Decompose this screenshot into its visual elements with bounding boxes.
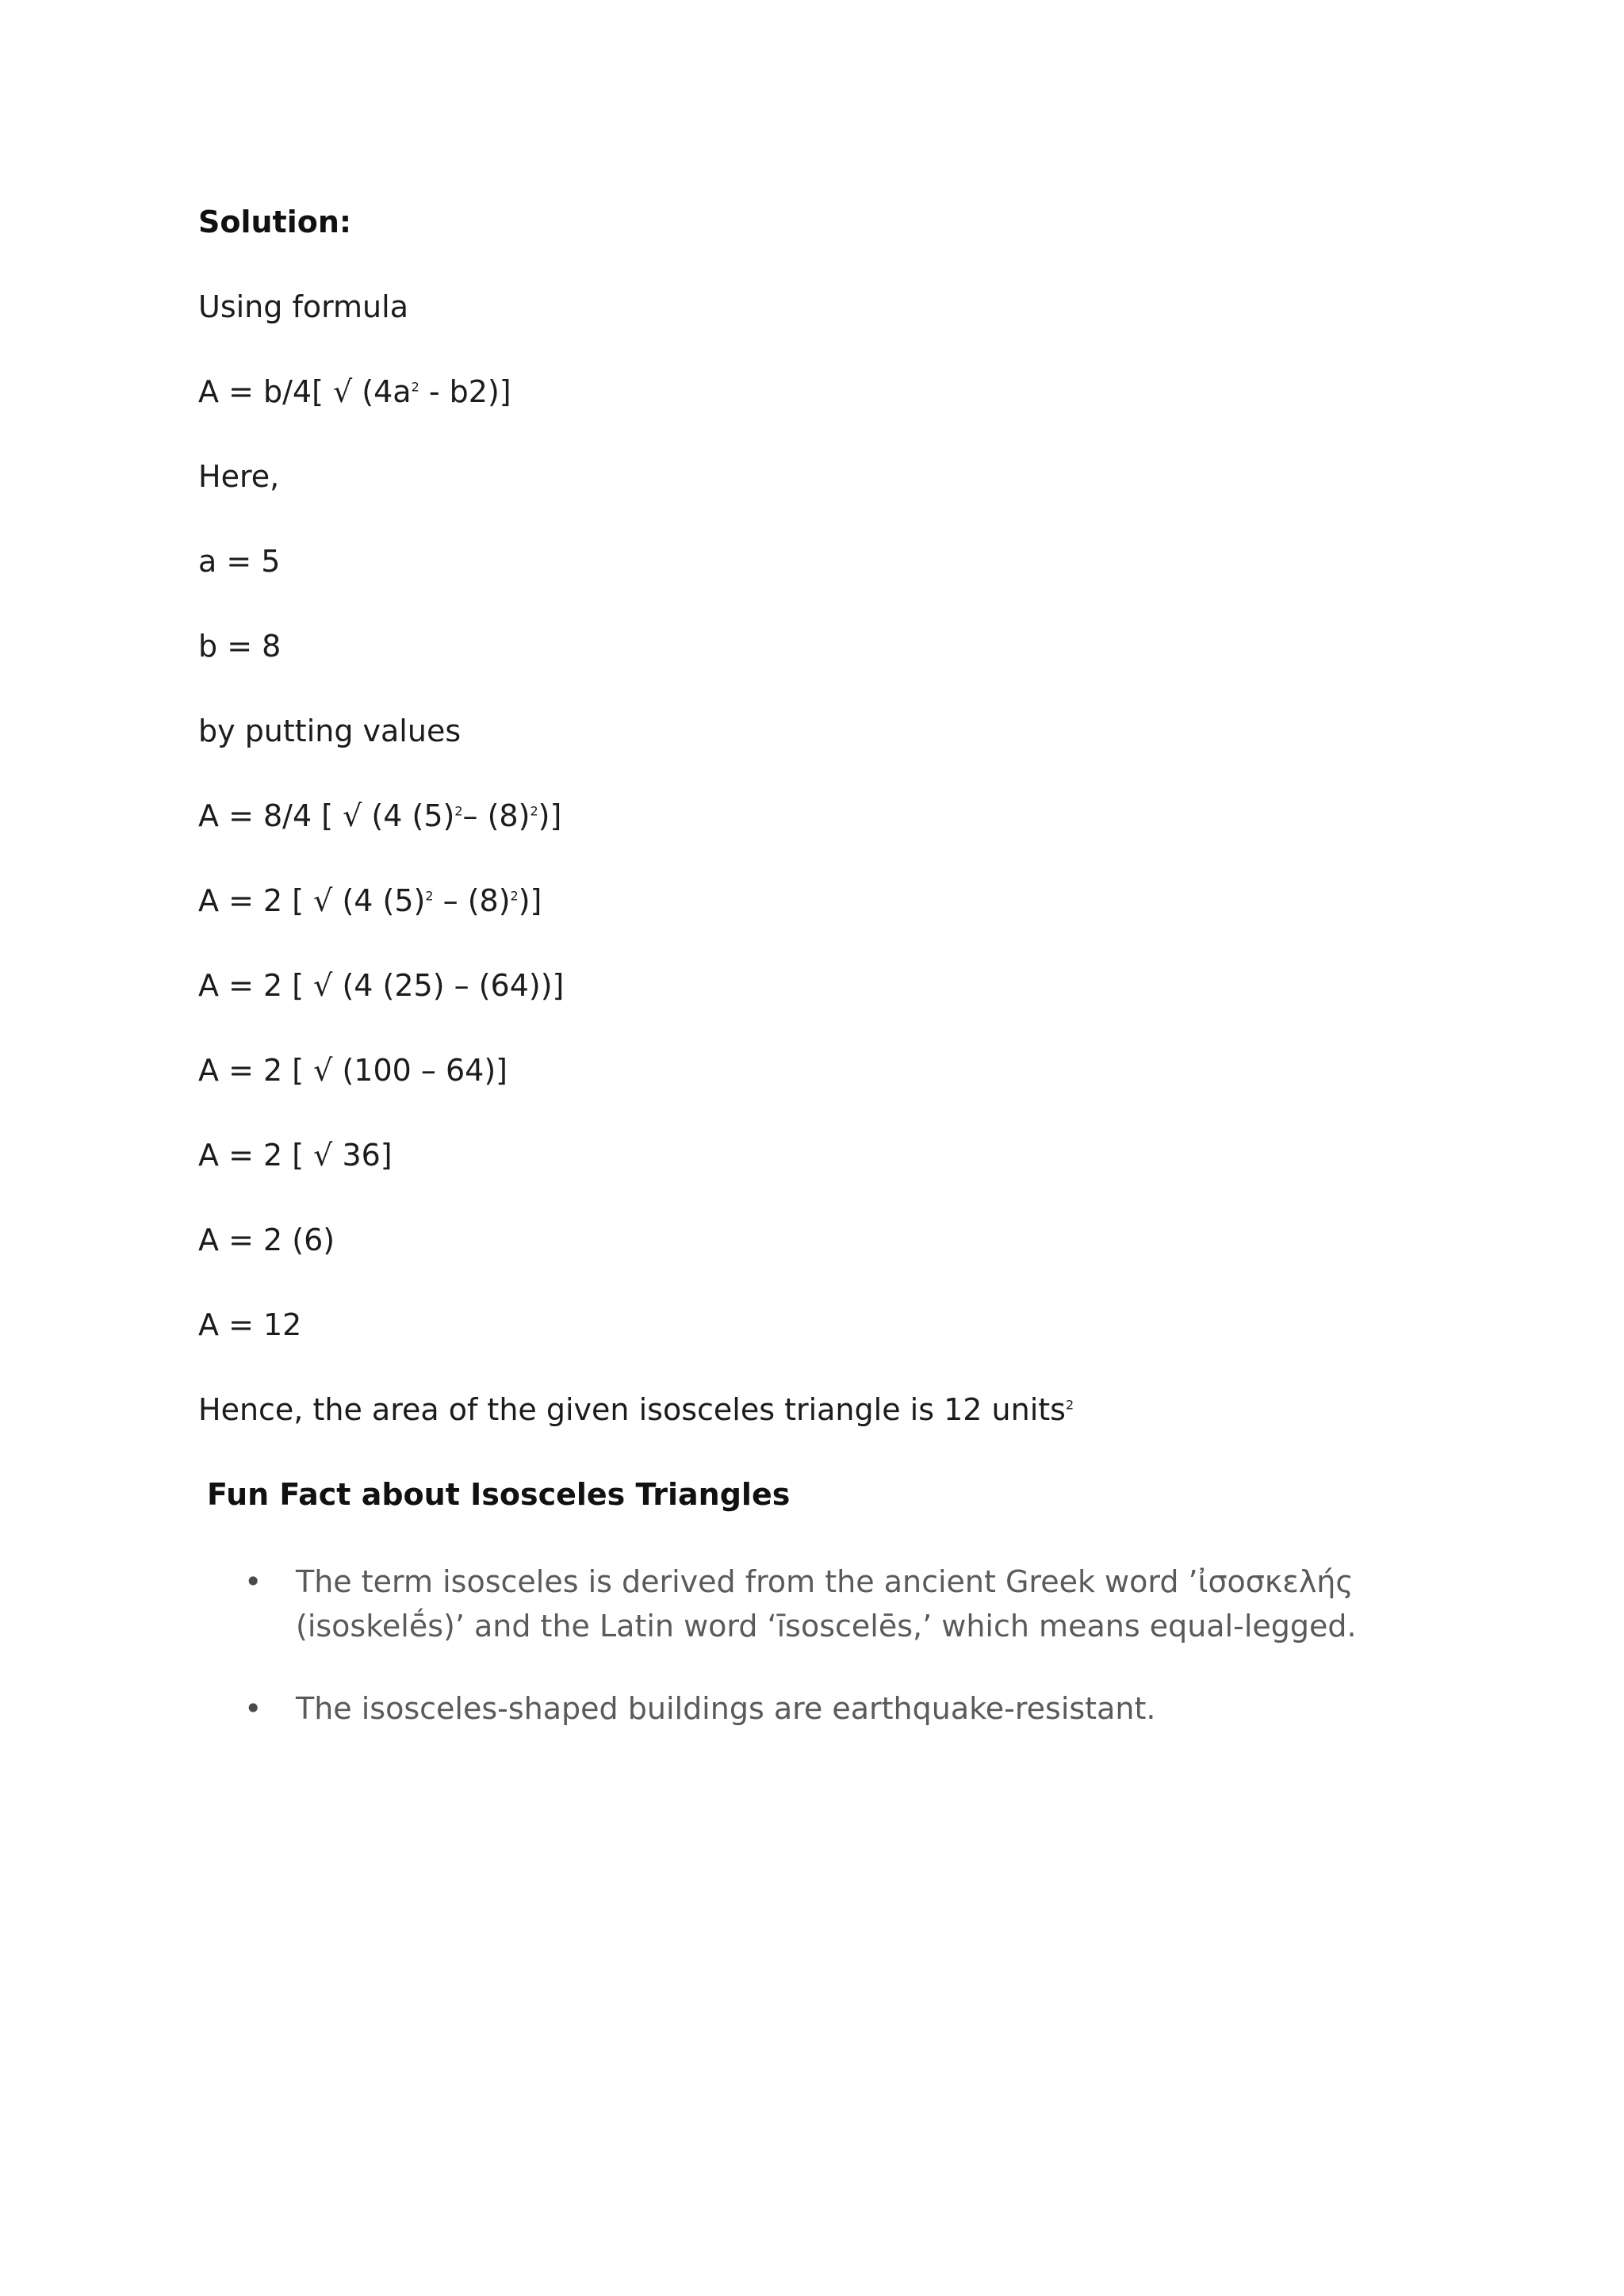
step-4: A = 2 [ √ (100 – 64)] [198,1053,508,1088]
solution-heading: Solution: [198,205,352,239]
formula-line [198,372,511,411]
step-2-part-2: – (8) [433,883,511,918]
step-2-exp-2: 2 [510,888,519,904]
step-1-exp-2: 2 [530,803,538,819]
step-1-part-1: A = 8/4 [ √ (4 (5) [198,798,455,833]
step-2-exp-1: 2 [425,888,434,904]
conclusion [198,1390,1074,1429]
formula-suffix: - b2)] [419,374,511,409]
step-3: A = 2 [ √ (4 (25) – (64))] [198,968,565,1003]
step-2-part-1: A = 2 [ √ (4 (5) [198,883,426,918]
step-2-part-3: )] [518,883,542,918]
fun-fact-heading: Fun Fact about Isosceles Triangles [207,1477,791,1512]
fun-fact-item-2 [296,1686,1422,1731]
step-1-exp-1: 2 [454,803,463,819]
formula-exponent: 2 [411,379,419,395]
step-1 [198,796,561,836]
conclusion-exponent: 2 [1065,1397,1074,1413]
step-1-part-2: – (8) [462,798,530,833]
step-1-part-3: )] [538,798,562,833]
using-formula-text: Using formula [198,289,408,324]
b-value: b = 8 [198,629,282,664]
fun-fact-item-1 [296,1559,1422,1648]
step-2 [198,881,542,920]
a-value: a = 5 [198,544,281,579]
step-7: A = 12 [198,1307,302,1342]
fun-fact-item-2-line-1: The isosceles-shaped buildings are earthquake-resistant. [296,1691,1156,1726]
formula-prefix: A = b/4[ √ (4a [198,374,412,409]
fun-fact-item-1-line-2: (isoskelḗs)’ and the Latin word ‘īsoscelēs,’ which means equal-legged. [296,1609,1357,1644]
conclusion-text: Hence, the area of the given isosceles triangle is 12 units [198,1392,1066,1427]
bullet-dot-1: • [244,1564,262,1599]
here-text: Here, [198,459,280,494]
fun-fact-item-1-line-1: The term isosceles is derived from the ancient Greek word ’ἰσοσκελής [296,1564,1354,1599]
by-putting-values-text: by putting values [198,714,462,748]
step-5: A = 2 [ √ 36] [198,1138,393,1173]
bullet-dot-2: • [244,1691,262,1726]
step-6: A = 2 (6) [198,1223,335,1257]
